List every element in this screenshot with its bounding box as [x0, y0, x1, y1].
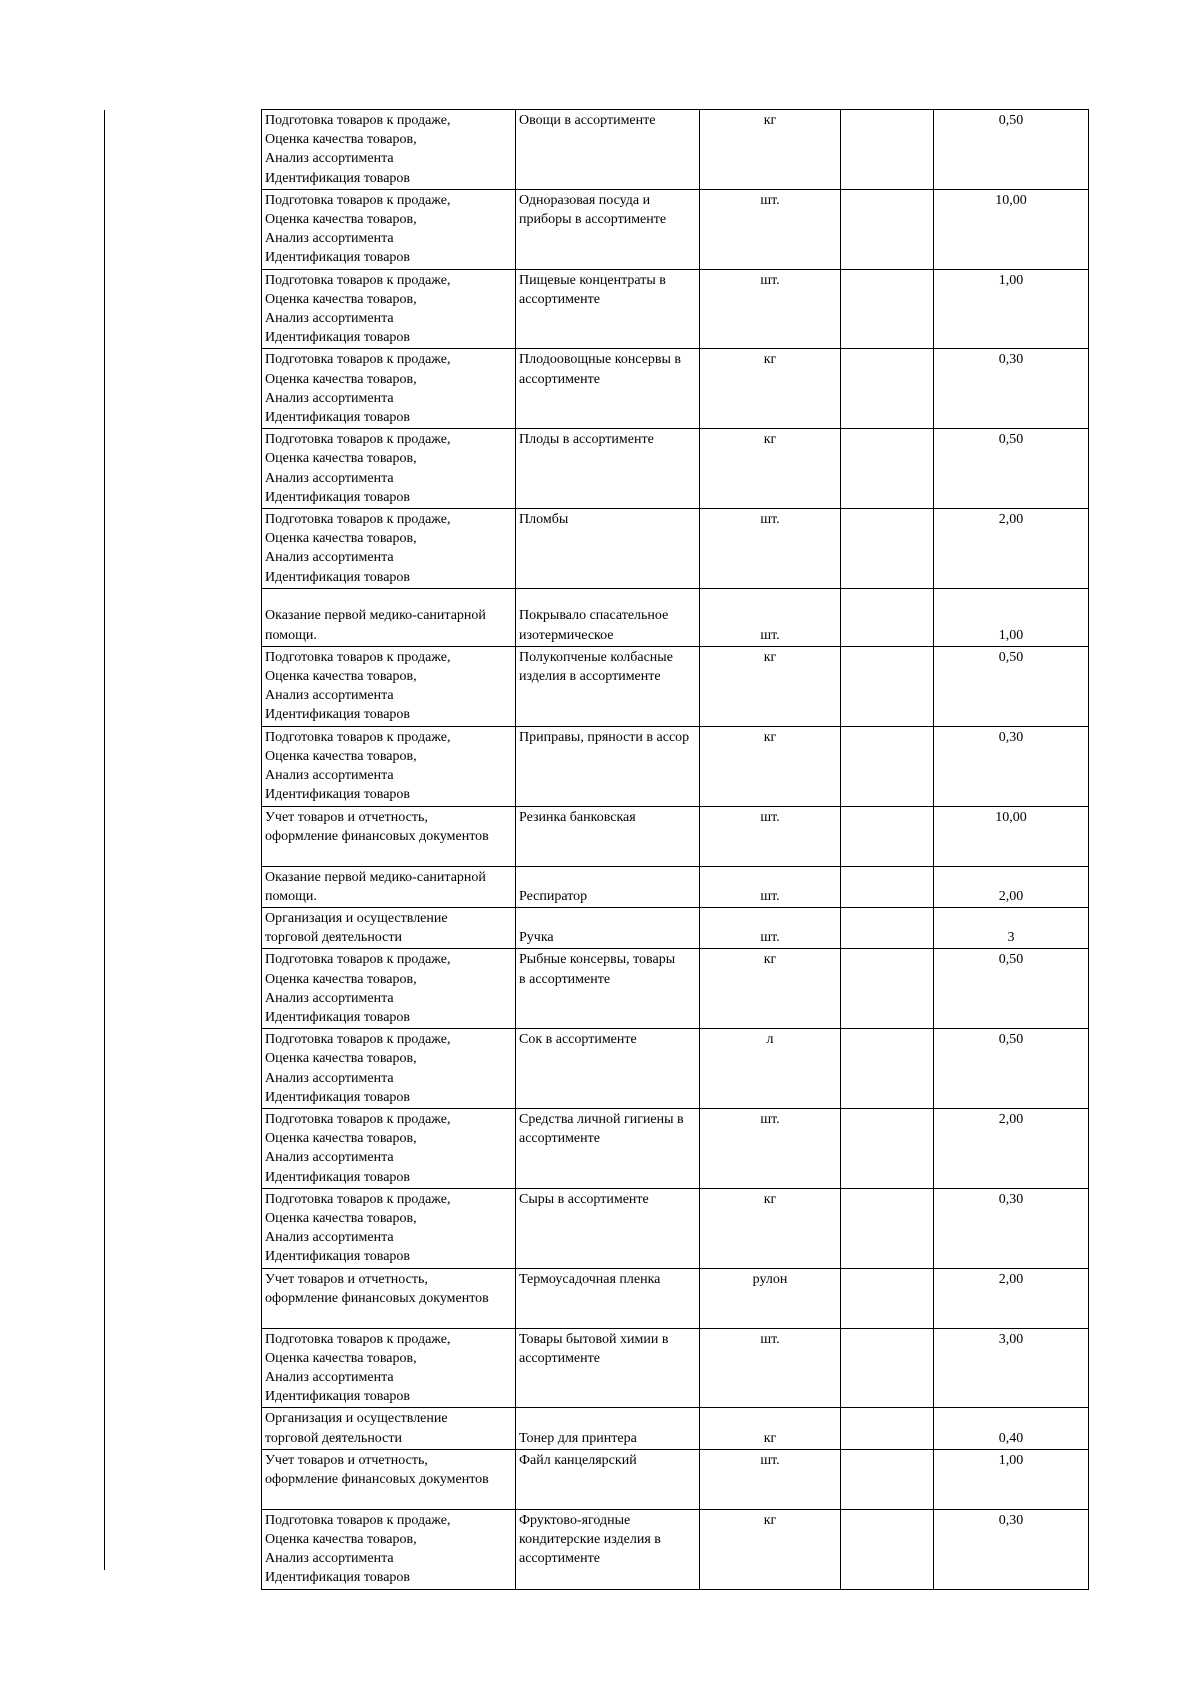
item-cell: [516, 349, 700, 429]
empty-cell: [841, 1188, 934, 1268]
activity-cell: [262, 588, 516, 646]
unit-text: кг: [763, 113, 777, 128]
activity-cell: [262, 1408, 516, 1449]
quantity-cell: [934, 1188, 1089, 1268]
table-row: [262, 269, 1089, 349]
empty-cell: [841, 588, 934, 646]
unit-text: шт.: [760, 272, 780, 288]
item-name: Овощи в ассортименте: [519, 113, 656, 128]
empty-cell: [841, 429, 934, 509]
activity-cell: [262, 110, 516, 190]
activity-text: Учет товаров и отчетность, оформление финансовых документов: [265, 1452, 489, 1487]
unit-cell: [700, 1408, 841, 1449]
quantity-cell: [934, 1108, 1089, 1188]
left-margin-line: [104, 110, 105, 1570]
table-row: [262, 1509, 1089, 1589]
item-name: Одноразовая посуда и приборы в ассортименте: [519, 192, 667, 228]
item-name: Ручка: [519, 930, 554, 946]
unit-text: кг: [763, 352, 777, 368]
item-cell: [516, 189, 700, 269]
table-body: [262, 110, 1089, 1590]
unit-cell: [700, 1268, 841, 1328]
unit-text: кг: [763, 1191, 777, 1207]
table-row: [262, 949, 1089, 1029]
unit-text: шт.: [760, 1111, 780, 1127]
unit-cell: [700, 1328, 841, 1408]
quantity-value: 10,00: [995, 809, 1027, 825]
activity-text: Подготовка товаров к продаже, Оценка качества товаров, Анализ ассортимента Идентификация товаров: [265, 272, 451, 346]
empty-cell: [841, 269, 934, 349]
item-cell: [516, 907, 700, 948]
activity-text: Оказание первой медико-санитарной помощи.: [265, 869, 486, 904]
activity-text: Подготовка товаров к продаже, Оценка качества товаров, Анализ ассортимента Идентификация товаров: [265, 1331, 451, 1405]
activity-cell: [262, 429, 516, 509]
activity-text: Организация и осуществление торговой деятельности: [265, 1411, 448, 1446]
table-row: [262, 866, 1089, 907]
item-cell: [516, 588, 700, 646]
empty-cell: [841, 1408, 934, 1449]
unit-cell: [700, 588, 841, 646]
quantity-value: 3: [1007, 930, 1015, 946]
quantity-cell: [934, 269, 1089, 349]
unit-cell: [700, 646, 841, 726]
item-name: Плоды в ассортименте: [519, 432, 654, 448]
empty-cell: [841, 866, 934, 907]
quantity-cell: [934, 429, 1089, 509]
activity-cell: [262, 1509, 516, 1589]
unit-cell: [700, 1108, 841, 1188]
activity-cell: [262, 949, 516, 1029]
item-cell: [516, 806, 700, 866]
unit-text: шт.: [760, 809, 780, 825]
table-row: [262, 588, 1089, 646]
item-cell: [516, 509, 700, 589]
item-name: Плодоовощные консервы в ассортименте: [519, 352, 682, 387]
item-cell: [516, 1188, 700, 1268]
item-name: Респиратор: [519, 888, 588, 904]
unit-cell: [700, 907, 841, 948]
empty-cell: [841, 189, 934, 269]
item-cell: [516, 1509, 700, 1589]
unit-text: л: [766, 1032, 774, 1048]
empty-cell: [841, 1509, 934, 1589]
table-row: [262, 806, 1089, 866]
quantity-cell: [934, 866, 1089, 907]
item-cell: [516, 1029, 700, 1109]
empty-cell: [841, 907, 934, 948]
unit-cell: [700, 429, 841, 509]
unit-text: шт.: [760, 192, 780, 208]
item-name: Полукопченые колбасные изделия в ассортименте: [519, 649, 673, 685]
quantity-value: 2,00: [998, 1111, 1024, 1127]
activity-cell: [262, 726, 516, 806]
unit-cell: [700, 189, 841, 269]
empty-cell: [841, 110, 934, 190]
activity-text: Подготовка товаров к продаже, Оценка качества товаров, Анализ ассортимента Идентификация товаров: [265, 113, 451, 186]
item-name: Сок в ассортименте: [519, 1032, 637, 1048]
activity-text: Организация и осуществление торговой деятельности: [265, 910, 448, 946]
empty-cell: [841, 1108, 934, 1188]
unit-text: шт.: [760, 512, 780, 528]
activity-cell: [262, 866, 516, 907]
unit-text: кг: [763, 1430, 777, 1446]
quantity-value: 1,00: [998, 272, 1024, 288]
activity-cell: [262, 189, 516, 269]
unit-cell: [700, 110, 841, 190]
unit-cell: [700, 1188, 841, 1268]
quantity-cell: [934, 907, 1089, 948]
activity-cell: [262, 269, 516, 349]
activity-text: Учет товаров и отчетность, оформление финансовых документов: [265, 809, 489, 844]
unit-cell: [700, 269, 841, 349]
item-cell: [516, 1108, 700, 1188]
item-cell: [516, 1268, 700, 1328]
unit-text: кг: [763, 729, 777, 745]
quantity-cell: [934, 1408, 1089, 1449]
quantity-value: 3,00: [998, 1331, 1024, 1347]
empty-cell: [841, 949, 934, 1029]
quantity-cell: [934, 349, 1089, 429]
activity-text: Подготовка товаров к продаже, Оценка качества товаров, Анализ ассортимента Идентификация товаров: [265, 432, 451, 505]
item-cell: [516, 429, 700, 509]
unit-cell: [700, 1029, 841, 1109]
quantity-value: 0,30: [998, 352, 1024, 368]
activity-cell: [262, 1268, 516, 1328]
table-row: [262, 1029, 1089, 1109]
item-name: Покрывало спасательное изотермическое: [519, 608, 669, 643]
activity-cell: [262, 806, 516, 866]
item-name: Приправы, пряности в ассор: [519, 729, 690, 745]
item-name: Рыбные консервы, товары в ассортименте: [519, 952, 676, 987]
unit-text: шт.: [760, 888, 780, 904]
quantity-value: 0,30: [998, 1191, 1024, 1207]
quantity-value: 2,00: [998, 1271, 1024, 1287]
activity-cell: [262, 349, 516, 429]
unit-text: кг: [763, 1512, 777, 1528]
activity-text: Подготовка товаров к продаже, Оценка качества товаров, Анализ ассортимента Идентификация товаров: [265, 1111, 451, 1185]
table-row: [262, 349, 1089, 429]
activity-cell: [262, 1449, 516, 1509]
item-name: Тонер для принтера: [519, 1430, 637, 1446]
unit-text: рулон: [752, 1271, 788, 1287]
table-row: [262, 726, 1089, 806]
quantity-value: 0,40: [998, 1430, 1024, 1446]
item-cell: [516, 949, 700, 1029]
activity-cell: [262, 907, 516, 948]
item-name: Резинка банковская: [519, 809, 636, 825]
activity-text: Оказание первой медико-санитарной помощи.: [265, 608, 486, 643]
quantity-cell: [934, 806, 1089, 866]
unit-cell: [700, 349, 841, 429]
item-name: Файл канцелярский: [519, 1452, 637, 1468]
table-row: [262, 1188, 1089, 1268]
quantity-value: 0,50: [998, 113, 1024, 128]
empty-cell: [841, 1328, 934, 1408]
table-row: [262, 1268, 1089, 1328]
empty-cell: [841, 806, 934, 866]
table-row: [262, 646, 1089, 726]
quantity-value: 0,50: [998, 1032, 1024, 1048]
activity-text: Подготовка товаров к продаже, Оценка качества товаров, Анализ ассортимента Идентификация товаров: [265, 1191, 451, 1265]
activity-text: Подготовка товаров к продаже, Оценка качества товаров, Анализ ассортимента Идентификация товаров: [265, 512, 451, 585]
supplies-table: [261, 109, 1089, 1590]
quantity-cell: [934, 1328, 1089, 1408]
quantity-value: 10,00: [995, 192, 1027, 208]
item-name: Пищевые концентраты в ассортименте: [519, 272, 666, 307]
unit-text: шт.: [760, 1331, 780, 1347]
activity-cell: [262, 646, 516, 726]
activity-text: Подготовка товаров к продаже, Оценка качества товаров, Анализ ассортимента Идентификация товаров: [265, 729, 451, 803]
activity-text: Подготовка товаров к продаже, Оценка качества товаров, Анализ ассортимента Идентификация товаров: [265, 649, 451, 723]
unit-text: кг: [763, 432, 777, 448]
table-row: [262, 1108, 1089, 1188]
table-row: [262, 429, 1089, 509]
table-row: [262, 509, 1089, 589]
quantity-cell: [934, 588, 1089, 646]
quantity-value: 2,00: [998, 888, 1024, 904]
unit-text: шт.: [760, 627, 780, 643]
item-cell: [516, 110, 700, 190]
unit-cell: [700, 1509, 841, 1589]
empty-cell: [841, 1029, 934, 1109]
item-cell: [516, 1449, 700, 1509]
activity-cell: [262, 1328, 516, 1408]
quantity-cell: [934, 1449, 1089, 1509]
quantity-value: 1,00: [998, 1452, 1024, 1468]
activity-text: Подготовка товаров к продаже, Оценка качества товаров, Анализ ассортимента Идентификация товаров: [265, 1512, 451, 1586]
empty-cell: [841, 349, 934, 429]
quantity-cell: [934, 1509, 1089, 1589]
item-name: Товары бытовой химии в ассортименте: [519, 1331, 669, 1366]
quantity-value: 0,30: [998, 1512, 1024, 1528]
activity-cell: [262, 1029, 516, 1109]
activity-text: Подготовка товаров к продаже, Оценка качества товаров, Анализ ассортимента Идентификация товаров: [265, 352, 451, 426]
item-cell: [516, 866, 700, 907]
quantity-value: 0,50: [998, 649, 1024, 665]
quantity-cell: [934, 509, 1089, 589]
table-row: [262, 1328, 1089, 1408]
item-cell: [516, 726, 700, 806]
unit-text: шт.: [760, 930, 780, 946]
empty-cell: [841, 1268, 934, 1328]
table-row: [262, 1449, 1089, 1509]
empty-cell: [841, 726, 934, 806]
activity-text: Подготовка товаров к продаже, Оценка качества товаров, Анализ ассортимента Идентификация товаров: [265, 192, 451, 266]
unit-cell: [700, 509, 841, 589]
item-name: Средства личной гигиены в ассортименте: [519, 1111, 684, 1147]
quantity-value: 0,30: [998, 729, 1024, 745]
quantity-value: 1,00: [998, 627, 1024, 643]
activity-cell: [262, 1108, 516, 1188]
item-name: Фруктово-ягодные кондитерские изделия в ассортименте: [519, 1512, 661, 1567]
quantity-cell: [934, 646, 1089, 726]
item-name: Сыры в ассортименте: [519, 1191, 649, 1207]
empty-cell: [841, 509, 934, 589]
quantity-cell: [934, 1029, 1089, 1109]
table-row: [262, 1408, 1089, 1449]
item-cell: [516, 269, 700, 349]
unit-cell: [700, 949, 841, 1029]
unit-text: кг: [763, 952, 777, 968]
item-cell: [516, 646, 700, 726]
activity-cell: [262, 1188, 516, 1268]
activity-cell: [262, 509, 516, 589]
table-row: [262, 110, 1089, 190]
unit-cell: [700, 1449, 841, 1509]
quantity-cell: [934, 110, 1089, 190]
item-cell: [516, 1328, 700, 1408]
unit-text: шт.: [760, 1452, 780, 1468]
unit-cell: [700, 866, 841, 907]
item-name: Термоусадочная пленка: [519, 1271, 661, 1287]
quantity-value: 0,50: [998, 952, 1024, 968]
quantity-value: 0,50: [998, 432, 1024, 448]
empty-cell: [841, 646, 934, 726]
table-row: [262, 189, 1089, 269]
unit-cell: [700, 726, 841, 806]
item-cell: [516, 1408, 700, 1449]
activity-text: Подготовка товаров к продаже, Оценка качества товаров, Анализ ассортимента Идентификация товаров: [265, 1032, 451, 1105]
item-name: Пломбы: [519, 512, 569, 528]
empty-cell: [841, 1449, 934, 1509]
unit-text: кг: [763, 649, 777, 665]
quantity-cell: [934, 189, 1089, 269]
quantity-cell: [934, 1268, 1089, 1328]
quantity-value: 2,00: [998, 512, 1024, 528]
unit-cell: [700, 806, 841, 866]
quantity-cell: [934, 726, 1089, 806]
activity-text: Подготовка товаров к продаже, Оценка качества товаров, Анализ ассортимента Идентификация товаров: [265, 952, 451, 1025]
table-row: [262, 907, 1089, 948]
activity-text: Учет товаров и отчетность, оформление финансовых документов: [265, 1271, 489, 1306]
quantity-cell: [934, 949, 1089, 1029]
